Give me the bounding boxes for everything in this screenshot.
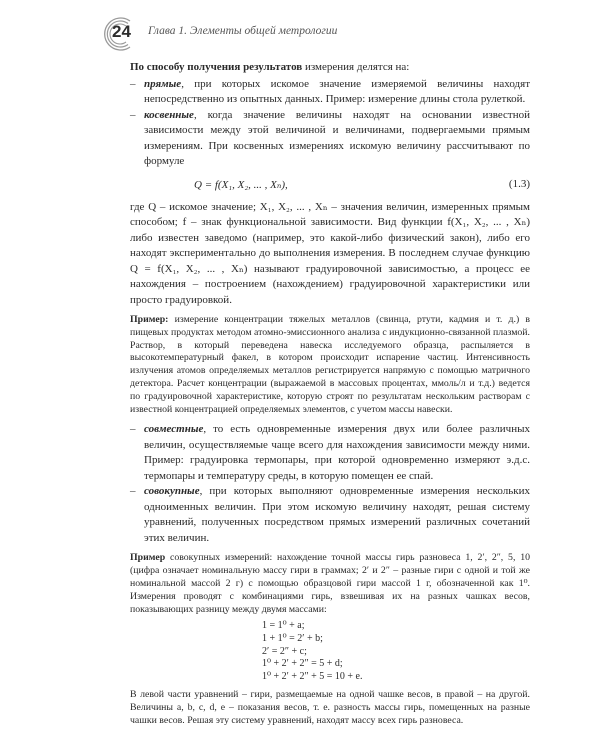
- list-item-joint: [130, 422, 530, 484]
- running-head: Глава 1. Элементы общей метрологии: [148, 25, 338, 37]
- equation-number: (1.3): [508, 177, 530, 190]
- text-direct: , при которых искомое значение измеряемой величины находят непосредственно из опытных данных. Пример: измерение длины стола рулеткой.: [144, 77, 530, 105]
- formula: Q = f(X₁, X₂, ... , Xₙ),: [194, 178, 288, 191]
- explanation-paragraph: где Q – искомое значение; X₁, X₂, ... , Xₙ – значения величин, измеренных прямым способом; f – знак функциональной зависимости. Вид функции f(X₁, X₂, ... , Xₙ) либо известен заведомо (например, это какой-либо физический закон), либо его находят экспериментально до выполнения измерения. В последнем случае функцию Q = f(X₁, X₂, ... , Xₙ) называют градуировочной зависимостью, а процесс ее нахождения – построением (нахождением) градуировочной характеристики или просто градуировкой.: [130, 200, 530, 306]
- equation-line: 1 + 1⁰ = 2′ + b;: [262, 632, 323, 644]
- example-1: [130, 314, 530, 416]
- equation-system: [262, 620, 530, 683]
- intro-bold: По способу получения результатов: [130, 61, 303, 73]
- text-joint: , то есть одновременные измерения двух или более различных величин, осуществляемые чаще всего для нахождения зависимости между ними. Пример: градуировка термопары, при которой одновременно измеряют э.д.с. термопары и температуру среды, в которую помещен ее спай.: [144, 423, 530, 482]
- dash-marker: –: [130, 77, 136, 90]
- example-2-text: совокупных измерений: нахождение точной массы гирь разновеса 1, 2′, 2″, 5, 10 (цифра означает номинальную массу гири в граммах; 2′ и 2″ – разные гири с одной и той же номинальной массой 2 г) с помощью образцовой гири массой 1 г, обозначенной как 1⁰. Измерения проводят с комбинациями гирь, взвешивая их на разных чашках весов, показывающих разницу между двумя массами:: [130, 552, 530, 615]
- example-1-label: Пример:: [130, 314, 169, 325]
- list-item-aggregate: [130, 484, 530, 546]
- list-item-direct: [130, 77, 530, 108]
- dash-marker: –: [130, 485, 136, 498]
- page-content: [130, 60, 530, 728]
- page-number: 24: [112, 22, 131, 41]
- example-1-text: измерение концентрации тяжелых металлов (свинца, ртути, кадмия и т. д.) в пищевых продуктах методом атомно-эмиссионного анализа с индукционно-связанной плазмой. Раствор, в который переведена навеска исследуемого образца, распыляется в высокотемпературный факел, в котором происходит испарение частиц. Интенсивность излучения атомов определяемых металлов регистрируется напрямую с помощью матричного детектора. Расчет концентрации (выражаемой в массовых процентах, ммоль/л и т.д.) ведется по градуировочной характеристике, которую строят по результатам нескольким растворам с известной концентрацией определяемых элементов, с учетом массы навески.: [130, 314, 530, 415]
- page-header: [98, 14, 558, 54]
- equation-line: 1⁰ + 2′ + 2″ = 5 + d;: [262, 658, 343, 670]
- text-indirect: , когда значение величины находят на основании известной зависимости между этой величиной и величинами, подвергаемыми прямым измерениям. При косвенных измерениях искомую величину рассчитывают по формуле: [144, 108, 530, 167]
- term-indirect: косвенные: [144, 108, 194, 121]
- equation-line: 1 = 1⁰ + a;: [262, 620, 305, 632]
- formula-row: [130, 176, 530, 198]
- conclusion-paragraph: В левой части уравнений – гири, размещаемые на одной чашке весов, в правой – на другой. Величины a, b, c, d, e – показания весов, т. е. разность массы гирь, помещенных на разные чашки весов. Решая эту систему уравнений, находят массу всех гирь разновеса.: [130, 689, 530, 726]
- text-aggregate: , при которых выполняют одновременные измерения нескольких одноименных величин. При этом искомую величину находят, решая систему уравнений, полученных посредством прямых измерений различных сочетаний этих величин.: [144, 485, 530, 544]
- equation-line: 2′ = 2″ + c;: [262, 645, 307, 657]
- dash-marker: –: [130, 423, 136, 436]
- term-joint: совместные: [144, 423, 204, 436]
- dash-marker: –: [130, 108, 136, 121]
- example-2: [130, 552, 530, 616]
- list-item-indirect: [130, 108, 530, 170]
- equation-line: 1⁰ + 2′ + 2″ + 5 = 10 + e.: [262, 670, 363, 682]
- term-direct: прямые: [144, 77, 182, 90]
- example-2-label: Пример: [130, 552, 166, 564]
- intro-paragraph: [130, 60, 530, 76]
- term-aggregate: совокупные: [144, 485, 200, 498]
- intro-rest: измерения делятся на:: [302, 61, 410, 73]
